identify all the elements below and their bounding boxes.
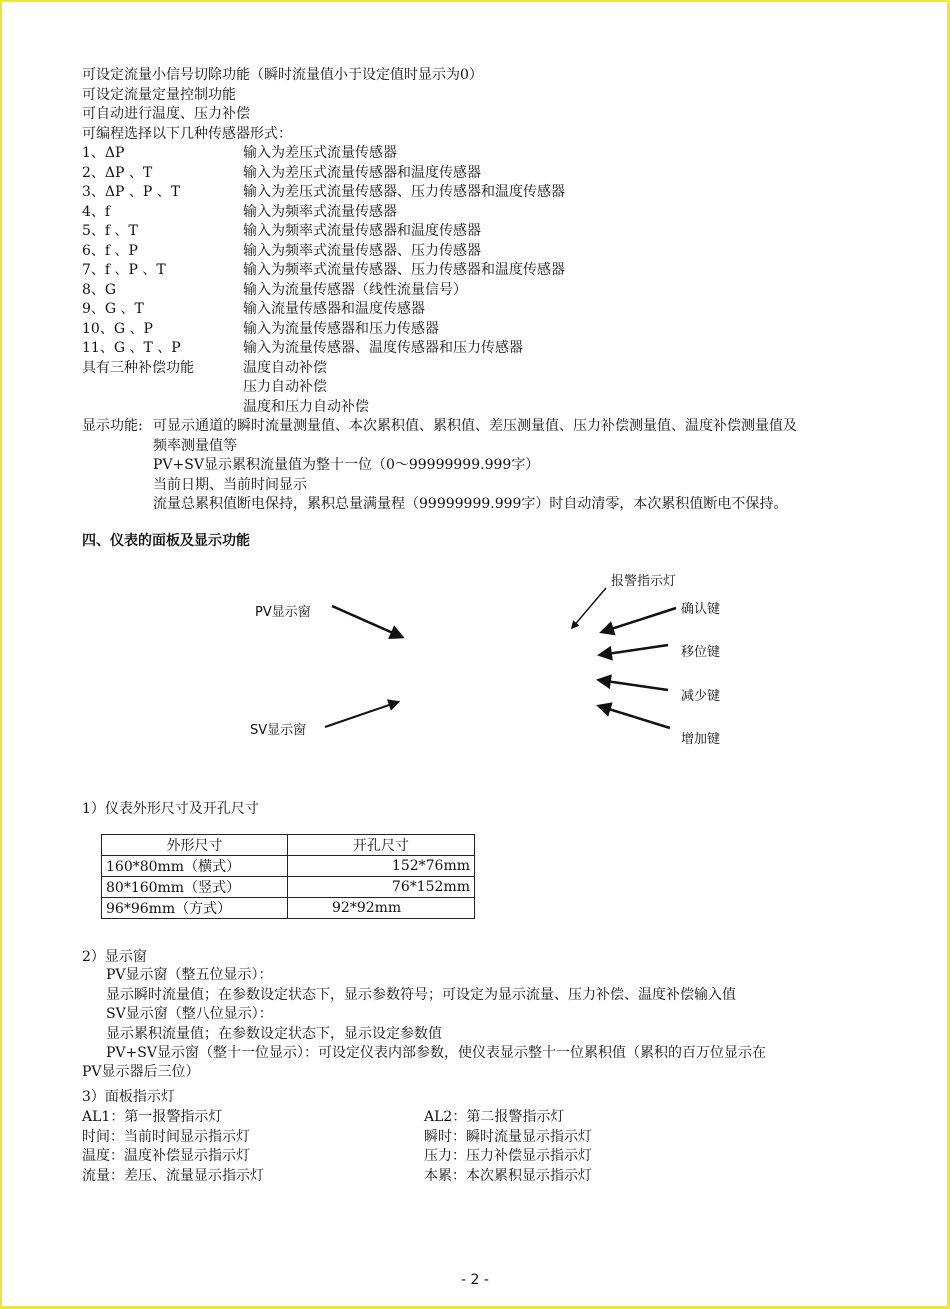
table-row xyxy=(102,877,475,898)
intro-line: 可自动进行温度、压力补偿 xyxy=(82,106,250,122)
display-function-text: PV+SV显示累积流量值为整十一位（0～99999999.999字） xyxy=(153,457,540,473)
sv-window-arrow xyxy=(325,702,398,727)
sensor-desc: 输入为频率式流量传感器、压力传感器和温度传感器 xyxy=(243,262,565,278)
confirm-key-arrow xyxy=(602,608,676,632)
table-cell: 160*80mm（横式） xyxy=(102,856,288,877)
sensor-code: 11、G 、T 、P xyxy=(82,340,181,356)
shift-key-arrow xyxy=(600,645,668,655)
display-function-text: 频率测量值等 xyxy=(153,437,237,454)
table-cell: 76*152mm xyxy=(288,877,475,898)
indicator-item: 流量：差压、流量显示指示灯 xyxy=(82,1167,264,1184)
compensation-label: 具有三种补偿功能 xyxy=(82,359,194,376)
sensor-desc: 输入为频率式流量传感器、压力传感器 xyxy=(243,242,481,259)
indicator-item: 时间：当前时间显示指示灯 xyxy=(82,1128,250,1145)
table-cell: 152*76mm xyxy=(288,856,475,877)
shift-key-label: 移位键 xyxy=(681,645,721,660)
alarm-light-arrow xyxy=(572,588,606,628)
indicator-item: AL1：第一报警指示灯 xyxy=(82,1109,223,1125)
alarm-light-label: 报警指示灯 xyxy=(611,574,677,589)
sensor-desc: 输入为差压式流量传感器和温度传感器 xyxy=(243,164,481,181)
sensor-code: 6、f 、P xyxy=(82,242,138,259)
display-window-text: PV+SV显示窗（整十一位显示）：可设定仪表内部参数，使仪表显示整十一位累积值（累积的百万位显示在 xyxy=(106,1045,766,1061)
page-number: - 2 - xyxy=(461,1272,489,1288)
sensor-desc: 输入为频率式流量传感器和温度传感器 xyxy=(243,223,481,239)
sensor-code: 1、ΔP xyxy=(82,145,125,161)
display-window-text: PV显示窗（整五位显示）： xyxy=(106,967,273,983)
display-window-text: SV显示窗（整八位显示）： xyxy=(106,1006,273,1022)
display-window-text: PV显示器后三位） xyxy=(82,1064,200,1080)
table-row xyxy=(102,898,475,919)
display-function-text: 流量总累积值断电保持，累积总量满量程（99999999.999字）时自动清零，本次累积值断电不保持。 xyxy=(153,496,788,512)
dimensions-table xyxy=(101,834,475,919)
sensor-desc: 输入为差压式流量传感器、压力传感器和温度传感器 xyxy=(243,184,565,200)
pv-window-arrow xyxy=(332,606,402,637)
indicator-item: AL2：第二报警指示灯 xyxy=(424,1109,565,1125)
display-function-text: 当前日期、当前时间显示 xyxy=(153,476,307,493)
sensor-desc: 输入为流量传感器（线性流量信号） xyxy=(243,281,467,298)
increase-key-label: 增加键 xyxy=(681,732,721,747)
indicator-item: 压力：压力补偿显示指示灯 xyxy=(424,1148,592,1164)
decrease-key-arrow xyxy=(599,680,668,690)
intro-line: 可编程选择以下几种传感器形式： xyxy=(82,125,292,142)
display-window-text: 显示累积流量值；在参数设定状态下，显示设定参数值 xyxy=(106,1026,442,1042)
table-cell: 80*160mm（竖式） xyxy=(102,877,288,898)
sensor-code: 10、G 、P xyxy=(82,320,153,337)
intro-line: 可设定流量定量控制功能 xyxy=(82,86,236,103)
sensor-desc: 输入为流量传感器、温度传感器和压力传感器 xyxy=(243,340,523,356)
indicators-heading: 3）面板指示灯 xyxy=(82,1089,175,1105)
sensor-desc: 输入为频率式流量传感器 xyxy=(243,203,397,220)
display-function-label: 显示功能: xyxy=(82,418,143,434)
sensor-desc: 输入流量传感器和温度传感器 xyxy=(243,301,425,317)
confirm-key-label: 确认键 xyxy=(681,602,721,617)
panel-diagram-arrows xyxy=(0,560,950,760)
sensor-code: 9、G 、T xyxy=(82,301,144,317)
table-header: 开孔尺寸 xyxy=(288,835,475,856)
sensor-code: 5、f 、T xyxy=(82,223,138,239)
pv-window-label: PV显示窗 xyxy=(255,605,311,620)
table-row xyxy=(102,856,475,877)
sensor-code: 7、f 、P 、T xyxy=(82,262,166,278)
sensor-desc: 输入为差压式流量传感器 xyxy=(243,145,397,161)
compensation-item: 温度和压力自动补偿 xyxy=(243,398,369,415)
display-window-text: 显示瞬时流量值；在参数设定状态下，显示参数符号；可设定为显示流量、压力补偿、温度补偿输入值 xyxy=(106,987,736,1003)
display-function-text: 可显示通道的瞬时流量测量值、本次累积值、累积值、差压测量值、压力补偿测量值、温度补偿测量值及 xyxy=(153,418,797,434)
table-header: 外形尺寸 xyxy=(102,835,288,856)
page-border-top xyxy=(0,0,950,2)
sensor-code: 3、ΔP 、P 、T xyxy=(82,184,181,200)
indicator-item: 本累：本次累积显示指示灯 xyxy=(424,1167,592,1184)
compensation-item: 压力自动补偿 xyxy=(243,379,327,395)
indicator-item: 瞬时：瞬时流量显示指示灯 xyxy=(424,1128,592,1145)
sensor-code: 2、ΔP 、T xyxy=(82,164,153,181)
sv-window-label: SV显示窗 xyxy=(250,723,307,738)
sensor-code: 8、G xyxy=(82,281,117,298)
table-header-row xyxy=(102,835,475,856)
dimensions-heading: 1）仪表外形尺寸及开孔尺寸 xyxy=(82,801,259,817)
compensation-item: 温度自动补偿 xyxy=(243,359,327,376)
section-title: 四、仪表的面板及显示功能 xyxy=(82,533,250,549)
intro-line: 可设定流量小信号切除功能（瞬时流量值小于设定值时显示为0） xyxy=(82,67,483,83)
sensor-desc: 输入为流量传感器和压力传感器 xyxy=(243,320,439,337)
decrease-key-label: 减少键 xyxy=(681,689,721,704)
display-window-heading: 2）显示窗 xyxy=(82,949,147,965)
table-cell: 96*96mm（方式） xyxy=(102,898,288,919)
increase-key-arrow xyxy=(599,706,670,728)
indicator-item: 温度：温度补偿显示指示灯 xyxy=(82,1148,250,1164)
sensor-code: 4、f xyxy=(82,203,111,220)
table-cell: 92*92mm xyxy=(288,898,475,919)
